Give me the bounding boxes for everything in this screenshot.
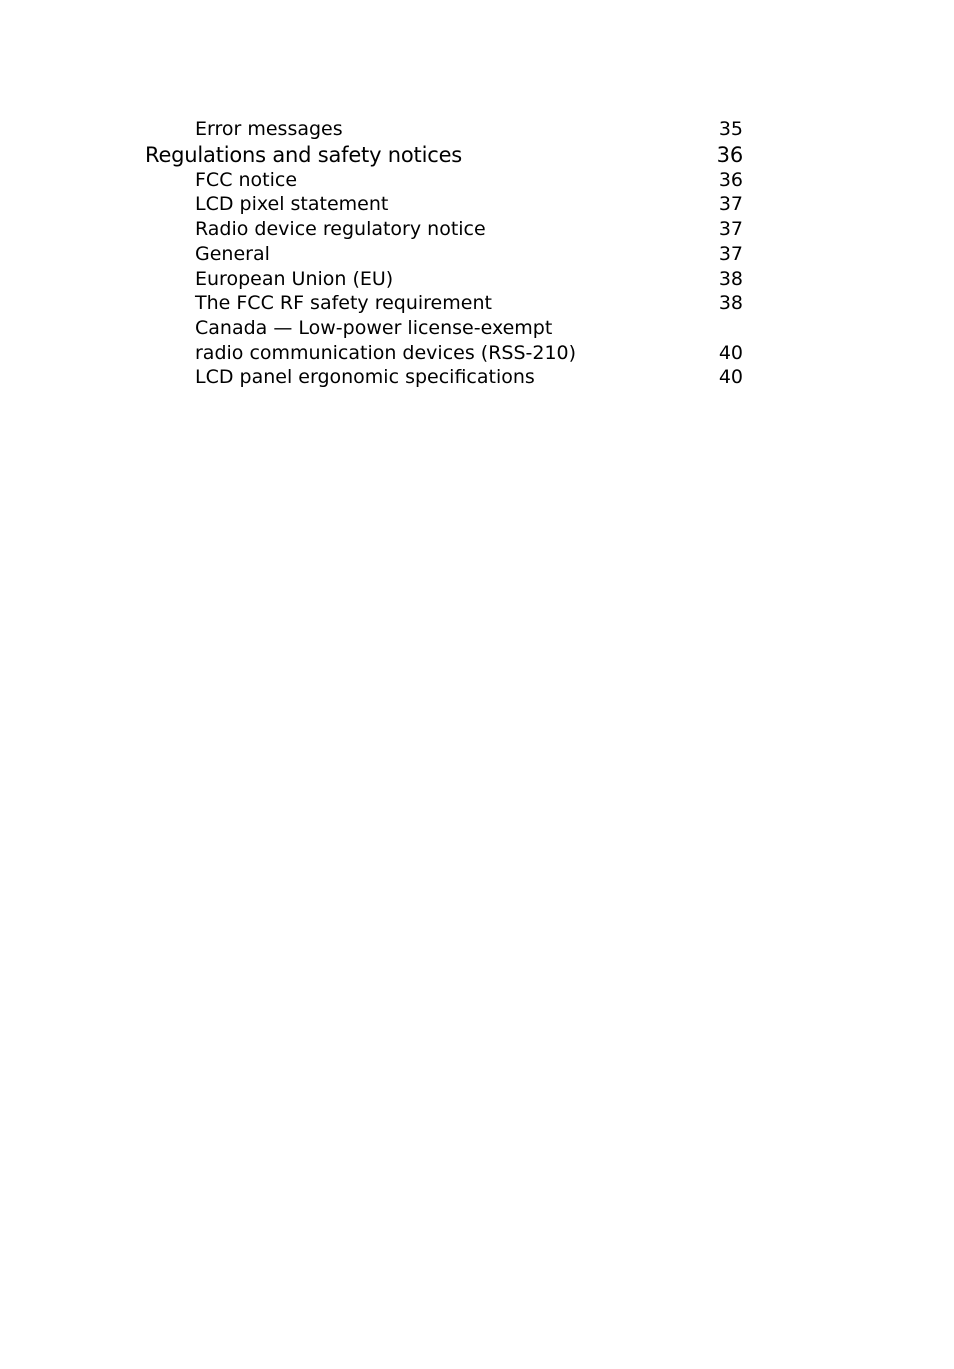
- toc-section-title: Regulations and safety notices: [145, 142, 463, 167]
- toc-entry-page: 37: [718, 193, 743, 216]
- toc-entry-title: [195, 316, 576, 365]
- toc-entry-title: FCC notice: [195, 168, 298, 191]
- toc-entry-page: 37: [718, 218, 743, 241]
- toc-entry-fcc-notice[interactable]: [145, 168, 743, 193]
- toc-entry-page: 40: [718, 366, 743, 389]
- toc-entry-title: LCD panel ergonomic specifications: [195, 366, 535, 389]
- toc-section-page: 36: [716, 142, 743, 167]
- toc-entry-fcc-rf-safety-requirement[interactable]: [145, 291, 743, 316]
- toc-entry-title-line: Canada — Low-power license-exempt: [195, 316, 553, 339]
- toc-entry-general[interactable]: [145, 242, 743, 267]
- toc-entry-canada-low-power[interactable]: [145, 316, 743, 365]
- toc-entry-page: 38: [718, 267, 743, 290]
- toc-entry-page: 38: [718, 292, 743, 315]
- toc-entry-title: European Union (EU): [195, 267, 394, 290]
- toc-entry-title: General: [195, 242, 270, 265]
- toc-entry-title: The FCC RF safety requirement: [195, 292, 492, 315]
- toc-entry-european-union[interactable]: [145, 267, 743, 292]
- toc-entry-lcd-pixel-statement[interactable]: [145, 192, 743, 217]
- table-of-contents: [145, 117, 743, 390]
- toc-entry-page: 37: [718, 242, 743, 265]
- toc-entry-radio-device-regulatory-notice[interactable]: [145, 217, 743, 242]
- toc-entry-title: Radio device regulatory notice: [195, 218, 486, 241]
- toc-entry-title: Error messages: [195, 118, 343, 140]
- toc-entry-page: 40: [718, 341, 743, 364]
- toc-entry-title: LCD pixel statement: [195, 193, 389, 216]
- toc-entry-page: 36: [718, 168, 743, 191]
- toc-entry-error-messages[interactable]: [145, 117, 743, 142]
- toc-entry-page: 35: [718, 118, 743, 140]
- toc-section-regulations-and-safety-notices[interactable]: [145, 142, 743, 168]
- toc-entry-lcd-panel-ergonomic-specifications[interactable]: [145, 365, 743, 390]
- toc-entry-title-line: radio communication devices (RSS-210): [195, 341, 577, 364]
